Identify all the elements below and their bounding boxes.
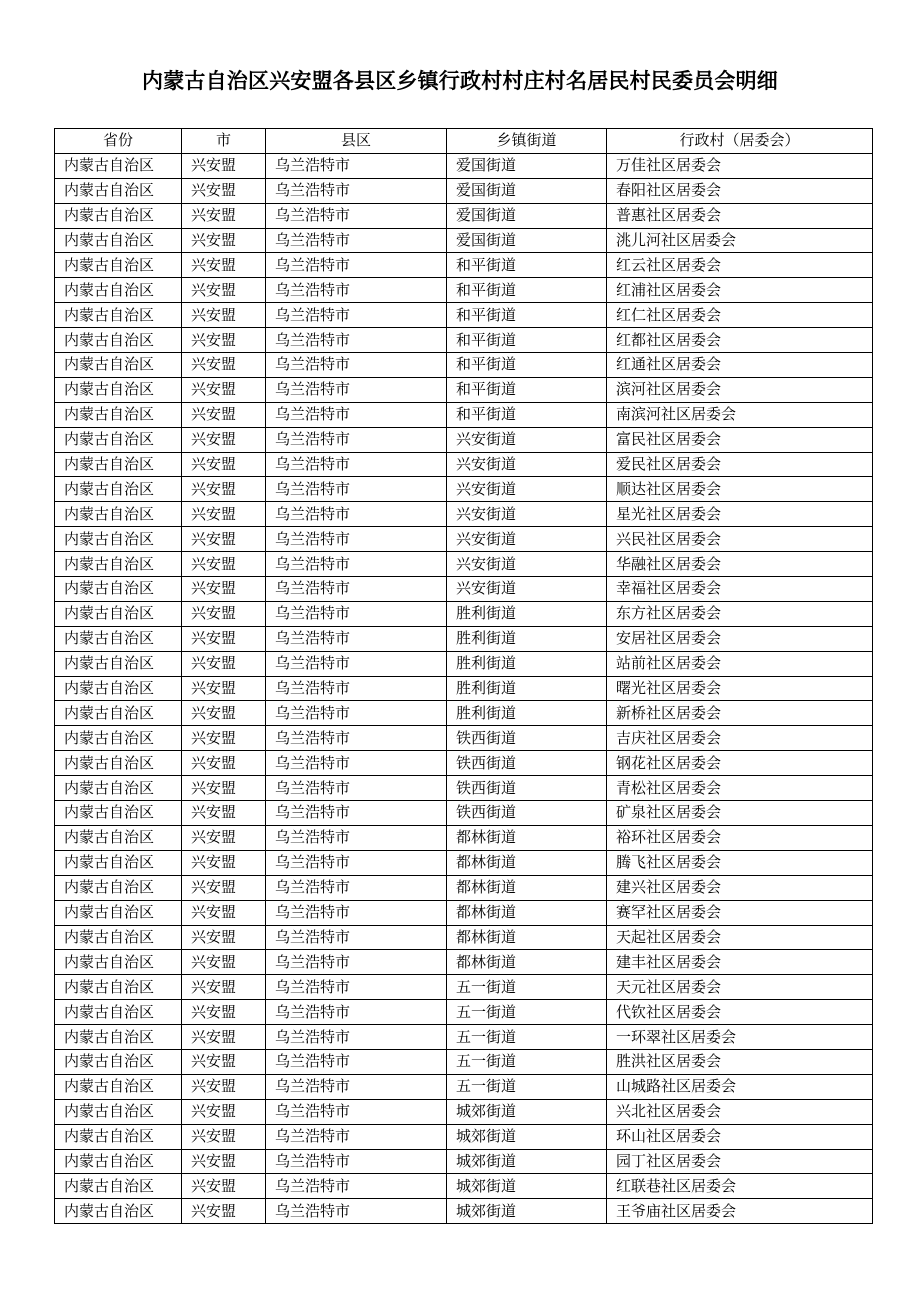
- table-header-row: [55, 129, 873, 154]
- cell-committee: 华融社区居委会: [607, 552, 873, 577]
- cell-county: 乌兰浩特市: [266, 477, 447, 502]
- cell-county: 乌兰浩特市: [266, 825, 447, 850]
- cell-county: 乌兰浩特市: [266, 328, 447, 353]
- table-row: [55, 153, 873, 178]
- cell-county: 乌兰浩特市: [266, 676, 447, 701]
- cell-county: 乌兰浩特市: [266, 228, 447, 253]
- cell-subdistrict: 和平街道: [447, 278, 607, 303]
- committee-detail-table: [54, 128, 873, 1224]
- cell-city: 兴安盟: [182, 776, 266, 801]
- cell-subdistrict: 胜利街道: [447, 651, 607, 676]
- table-row: [55, 203, 873, 228]
- cell-province: 内蒙古自治区: [55, 1000, 182, 1025]
- table-row: [55, 850, 873, 875]
- table-row: [55, 900, 873, 925]
- cell-committee: 环山社区居委会: [607, 1124, 873, 1149]
- cell-city: 兴安盟: [182, 253, 266, 278]
- cell-province: 内蒙古自治区: [55, 875, 182, 900]
- table-row: [55, 676, 873, 701]
- cell-city: 兴安盟: [182, 353, 266, 378]
- table-row: [55, 452, 873, 477]
- table-row: [55, 552, 873, 577]
- cell-city: 兴安盟: [182, 850, 266, 875]
- header-county: 县区: [266, 129, 447, 154]
- cell-subdistrict: 城郊街道: [447, 1149, 607, 1174]
- cell-subdistrict: 五一街道: [447, 1049, 607, 1074]
- cell-city: 兴安盟: [182, 1174, 266, 1199]
- cell-committee: 滨河社区居委会: [607, 377, 873, 402]
- cell-county: 乌兰浩特市: [266, 601, 447, 626]
- cell-province: 内蒙古自治区: [55, 1074, 182, 1099]
- cell-committee: 代钦社区居委会: [607, 1000, 873, 1025]
- cell-committee: 春阳社区居委会: [607, 178, 873, 203]
- table-row: [55, 1124, 873, 1149]
- cell-county: 乌兰浩特市: [266, 1000, 447, 1025]
- table-row: [55, 875, 873, 900]
- cell-province: 内蒙古自治区: [55, 1149, 182, 1174]
- cell-county: 乌兰浩特市: [266, 353, 447, 378]
- cell-county: 乌兰浩特市: [266, 1199, 447, 1224]
- cell-city: 兴安盟: [182, 1199, 266, 1224]
- cell-committee: 新桥社区居委会: [607, 701, 873, 726]
- cell-county: 乌兰浩特市: [266, 1124, 447, 1149]
- cell-subdistrict: 都林街道: [447, 950, 607, 975]
- cell-committee: 曙光社区居委会: [607, 676, 873, 701]
- cell-city: 兴安盟: [182, 701, 266, 726]
- cell-committee: 胜洪社区居委会: [607, 1049, 873, 1074]
- cell-province: 内蒙古自治区: [55, 1124, 182, 1149]
- cell-county: 乌兰浩特市: [266, 452, 447, 477]
- cell-committee: 钢花社区居委会: [607, 751, 873, 776]
- cell-city: 兴安盟: [182, 651, 266, 676]
- cell-province: 内蒙古自治区: [55, 178, 182, 203]
- cell-county: 乌兰浩特市: [266, 925, 447, 950]
- cell-committee: 红云社区居委会: [607, 253, 873, 278]
- cell-city: 兴安盟: [182, 801, 266, 826]
- cell-committee: 安居社区居委会: [607, 626, 873, 651]
- cell-committee: 普惠社区居委会: [607, 203, 873, 228]
- cell-committee: 园丁社区居委会: [607, 1149, 873, 1174]
- cell-county: 乌兰浩特市: [266, 153, 447, 178]
- cell-county: 乌兰浩特市: [266, 726, 447, 751]
- cell-committee: 东方社区居委会: [607, 601, 873, 626]
- cell-province: 内蒙古自治区: [55, 577, 182, 602]
- cell-province: 内蒙古自治区: [55, 651, 182, 676]
- cell-county: 乌兰浩特市: [266, 1174, 447, 1199]
- cell-city: 兴安盟: [182, 527, 266, 552]
- cell-province: 内蒙古自治区: [55, 552, 182, 577]
- cell-subdistrict: 和平街道: [447, 328, 607, 353]
- cell-province: 内蒙古自治区: [55, 502, 182, 527]
- cell-committee: 王爷庙社区居委会: [607, 1199, 873, 1224]
- cell-subdistrict: 爱国街道: [447, 178, 607, 203]
- cell-county: 乌兰浩特市: [266, 303, 447, 328]
- cell-subdistrict: 爱国街道: [447, 203, 607, 228]
- cell-province: 内蒙古自治区: [55, 1049, 182, 1074]
- cell-committee: 幸福社区居委会: [607, 577, 873, 602]
- cell-subdistrict: 五一街道: [447, 1025, 607, 1050]
- cell-subdistrict: 城郊街道: [447, 1199, 607, 1224]
- table-row: [55, 278, 873, 303]
- cell-province: 内蒙古自治区: [55, 402, 182, 427]
- table-row: [55, 751, 873, 776]
- cell-committee: 红通社区居委会: [607, 353, 873, 378]
- cell-city: 兴安盟: [182, 1000, 266, 1025]
- cell-subdistrict: 铁西街道: [447, 801, 607, 826]
- cell-province: 内蒙古自治区: [55, 303, 182, 328]
- cell-city: 兴安盟: [182, 925, 266, 950]
- cell-committee: 红都社区居委会: [607, 328, 873, 353]
- cell-city: 兴安盟: [182, 328, 266, 353]
- cell-committee: 裕环社区居委会: [607, 825, 873, 850]
- cell-county: 乌兰浩特市: [266, 701, 447, 726]
- cell-subdistrict: 和平街道: [447, 377, 607, 402]
- cell-city: 兴安盟: [182, 751, 266, 776]
- cell-city: 兴安盟: [182, 178, 266, 203]
- cell-county: 乌兰浩特市: [266, 552, 447, 577]
- cell-committee: 星光社区居委会: [607, 502, 873, 527]
- cell-committee: 南滨河社区居委会: [607, 402, 873, 427]
- cell-province: 内蒙古自治区: [55, 850, 182, 875]
- cell-subdistrict: 兴安街道: [447, 427, 607, 452]
- cell-subdistrict: 和平街道: [447, 402, 607, 427]
- table-row: [55, 1099, 873, 1124]
- table-row: [55, 726, 873, 751]
- cell-subdistrict: 爱国街道: [447, 228, 607, 253]
- cell-county: 乌兰浩特市: [266, 527, 447, 552]
- cell-county: 乌兰浩特市: [266, 402, 447, 427]
- cell-city: 兴安盟: [182, 825, 266, 850]
- cell-city: 兴安盟: [182, 477, 266, 502]
- cell-committee: 红仁社区居委会: [607, 303, 873, 328]
- cell-province: 内蒙古自治区: [55, 228, 182, 253]
- table-row: [55, 825, 873, 850]
- table-row: [55, 253, 873, 278]
- cell-province: 内蒙古自治区: [55, 278, 182, 303]
- cell-subdistrict: 和平街道: [447, 303, 607, 328]
- cell-county: 乌兰浩特市: [266, 850, 447, 875]
- table-row: [55, 651, 873, 676]
- cell-committee: 腾飞社区居委会: [607, 850, 873, 875]
- cell-province: 内蒙古自治区: [55, 801, 182, 826]
- table-row: [55, 1074, 873, 1099]
- table-row: [55, 228, 873, 253]
- cell-subdistrict: 五一街道: [447, 975, 607, 1000]
- cell-city: 兴安盟: [182, 1025, 266, 1050]
- cell-subdistrict: 兴安街道: [447, 452, 607, 477]
- cell-province: 内蒙古自治区: [55, 900, 182, 925]
- cell-city: 兴安盟: [182, 153, 266, 178]
- cell-committee: 红联巷社区居委会: [607, 1174, 873, 1199]
- cell-committee: 红浦社区居委会: [607, 278, 873, 303]
- header-subdistrict: 乡镇街道: [447, 129, 607, 154]
- cell-county: 乌兰浩特市: [266, 178, 447, 203]
- table-row: [55, 975, 873, 1000]
- cell-city: 兴安盟: [182, 203, 266, 228]
- table-row: [55, 801, 873, 826]
- table-row: [55, 1149, 873, 1174]
- cell-city: 兴安盟: [182, 1074, 266, 1099]
- cell-committee: 爱民社区居委会: [607, 452, 873, 477]
- table-row: [55, 402, 873, 427]
- cell-committee: 青松社区居委会: [607, 776, 873, 801]
- cell-county: 乌兰浩特市: [266, 253, 447, 278]
- table-row: [55, 328, 873, 353]
- cell-subdistrict: 胜利街道: [447, 676, 607, 701]
- cell-province: 内蒙古自治区: [55, 427, 182, 452]
- table-row: [55, 377, 873, 402]
- cell-subdistrict: 铁西街道: [447, 776, 607, 801]
- cell-city: 兴安盟: [182, 1049, 266, 1074]
- cell-subdistrict: 和平街道: [447, 253, 607, 278]
- cell-county: 乌兰浩特市: [266, 1025, 447, 1050]
- table-row: [55, 1049, 873, 1074]
- cell-committee: 洮儿河社区居委会: [607, 228, 873, 253]
- cell-city: 兴安盟: [182, 875, 266, 900]
- table-row: [55, 925, 873, 950]
- cell-subdistrict: 都林街道: [447, 875, 607, 900]
- cell-committee: 天起社区居委会: [607, 925, 873, 950]
- cell-subdistrict: 都林街道: [447, 900, 607, 925]
- table-row: [55, 303, 873, 328]
- cell-subdistrict: 五一街道: [447, 1000, 607, 1025]
- cell-committee: 建丰社区居委会: [607, 950, 873, 975]
- cell-committee: 万佳社区居委会: [607, 153, 873, 178]
- cell-province: 内蒙古自治区: [55, 676, 182, 701]
- cell-province: 内蒙古自治区: [55, 925, 182, 950]
- cell-subdistrict: 城郊街道: [447, 1099, 607, 1124]
- cell-city: 兴安盟: [182, 402, 266, 427]
- cell-city: 兴安盟: [182, 377, 266, 402]
- cell-subdistrict: 胜利街道: [447, 701, 607, 726]
- cell-committee: 矿泉社区居委会: [607, 801, 873, 826]
- cell-city: 兴安盟: [182, 1149, 266, 1174]
- cell-county: 乌兰浩特市: [266, 1049, 447, 1074]
- cell-county: 乌兰浩特市: [266, 1149, 447, 1174]
- cell-subdistrict: 铁西街道: [447, 751, 607, 776]
- cell-committee: 富民社区居委会: [607, 427, 873, 452]
- cell-province: 内蒙古自治区: [55, 975, 182, 1000]
- cell-county: 乌兰浩特市: [266, 950, 447, 975]
- cell-county: 乌兰浩特市: [266, 776, 447, 801]
- cell-subdistrict: 都林街道: [447, 850, 607, 875]
- header-committee: 行政村（居委会）: [607, 129, 873, 154]
- cell-city: 兴安盟: [182, 552, 266, 577]
- cell-city: 兴安盟: [182, 626, 266, 651]
- cell-province: 内蒙古自治区: [55, 1025, 182, 1050]
- table-row: [55, 502, 873, 527]
- table-row: [55, 1000, 873, 1025]
- cell-county: 乌兰浩特市: [266, 900, 447, 925]
- cell-city: 兴安盟: [182, 1124, 266, 1149]
- cell-subdistrict: 都林街道: [447, 825, 607, 850]
- cell-city: 兴安盟: [182, 278, 266, 303]
- table-row: [55, 1174, 873, 1199]
- cell-province: 内蒙古自治区: [55, 527, 182, 552]
- table-row: [55, 427, 873, 452]
- cell-county: 乌兰浩特市: [266, 427, 447, 452]
- header-city: 市: [182, 129, 266, 154]
- cell-subdistrict: 兴安街道: [447, 577, 607, 602]
- cell-subdistrict: 都林街道: [447, 925, 607, 950]
- table-row: [55, 353, 873, 378]
- cell-county: 乌兰浩特市: [266, 278, 447, 303]
- cell-province: 内蒙古自治区: [55, 377, 182, 402]
- cell-committee: 山城路社区居委会: [607, 1074, 873, 1099]
- cell-county: 乌兰浩特市: [266, 626, 447, 651]
- cell-province: 内蒙古自治区: [55, 950, 182, 975]
- cell-committee: 站前社区居委会: [607, 651, 873, 676]
- cell-county: 乌兰浩特市: [266, 875, 447, 900]
- cell-committee: 兴民社区居委会: [607, 527, 873, 552]
- cell-city: 兴安盟: [182, 975, 266, 1000]
- cell-county: 乌兰浩特市: [266, 751, 447, 776]
- cell-subdistrict: 五一街道: [447, 1074, 607, 1099]
- cell-city: 兴安盟: [182, 577, 266, 602]
- cell-county: 乌兰浩特市: [266, 801, 447, 826]
- cell-subdistrict: 爱国街道: [447, 153, 607, 178]
- cell-province: 内蒙古自治区: [55, 825, 182, 850]
- cell-province: 内蒙古自治区: [55, 1199, 182, 1224]
- cell-province: 内蒙古自治区: [55, 601, 182, 626]
- cell-subdistrict: 兴安街道: [447, 477, 607, 502]
- cell-committee: 赛罕社区居委会: [607, 900, 873, 925]
- table-row: [55, 1025, 873, 1050]
- cell-county: 乌兰浩特市: [266, 502, 447, 527]
- table-row: [55, 950, 873, 975]
- cell-county: 乌兰浩特市: [266, 975, 447, 1000]
- cell-province: 内蒙古自治区: [55, 751, 182, 776]
- cell-province: 内蒙古自治区: [55, 328, 182, 353]
- table-row: [55, 626, 873, 651]
- cell-subdistrict: 铁西街道: [447, 726, 607, 751]
- cell-province: 内蒙古自治区: [55, 726, 182, 751]
- table-row: [55, 601, 873, 626]
- cell-city: 兴安盟: [182, 601, 266, 626]
- table-row: [55, 701, 873, 726]
- cell-city: 兴安盟: [182, 228, 266, 253]
- cell-province: 内蒙古自治区: [55, 1099, 182, 1124]
- table-row: [55, 527, 873, 552]
- table-row: [55, 1199, 873, 1224]
- cell-province: 内蒙古自治区: [55, 452, 182, 477]
- table-row: [55, 776, 873, 801]
- cell-province: 内蒙古自治区: [55, 776, 182, 801]
- cell-county: 乌兰浩特市: [266, 1099, 447, 1124]
- cell-subdistrict: 兴安街道: [447, 502, 607, 527]
- header-province: 省份: [55, 129, 182, 154]
- cell-subdistrict: 兴安街道: [447, 527, 607, 552]
- cell-province: 内蒙古自治区: [55, 203, 182, 228]
- table-row: [55, 577, 873, 602]
- cell-city: 兴安盟: [182, 900, 266, 925]
- cell-county: 乌兰浩特市: [266, 377, 447, 402]
- cell-committee: 顺达社区居委会: [607, 477, 873, 502]
- table-row: [55, 477, 873, 502]
- table-body: [55, 153, 873, 1223]
- cell-province: 内蒙古自治区: [55, 701, 182, 726]
- cell-county: 乌兰浩特市: [266, 651, 447, 676]
- cell-city: 兴安盟: [182, 502, 266, 527]
- cell-city: 兴安盟: [182, 427, 266, 452]
- cell-city: 兴安盟: [182, 676, 266, 701]
- table-row: [55, 178, 873, 203]
- cell-county: 乌兰浩特市: [266, 577, 447, 602]
- cell-subdistrict: 和平街道: [447, 353, 607, 378]
- cell-city: 兴安盟: [182, 1099, 266, 1124]
- cell-province: 内蒙古自治区: [55, 253, 182, 278]
- cell-subdistrict: 城郊街道: [447, 1124, 607, 1149]
- cell-province: 内蒙古自治区: [55, 626, 182, 651]
- cell-subdistrict: 胜利街道: [447, 626, 607, 651]
- cell-province: 内蒙古自治区: [55, 153, 182, 178]
- cell-committee: 一环翠社区居委会: [607, 1025, 873, 1050]
- cell-subdistrict: 胜利街道: [447, 601, 607, 626]
- document-title: 内蒙古自治区兴安盟各县区乡镇行政村村庄村名居民村民委员会明细: [142, 69, 778, 93]
- cell-committee: 建兴社区居委会: [607, 875, 873, 900]
- cell-committee: 兴北社区居委会: [607, 1099, 873, 1124]
- cell-subdistrict: 兴安街道: [447, 552, 607, 577]
- cell-committee: 吉庆社区居委会: [607, 726, 873, 751]
- cell-province: 内蒙古自治区: [55, 477, 182, 502]
- cell-city: 兴安盟: [182, 303, 266, 328]
- cell-city: 兴安盟: [182, 726, 266, 751]
- cell-province: 内蒙古自治区: [55, 1174, 182, 1199]
- cell-subdistrict: 城郊街道: [447, 1174, 607, 1199]
- cell-city: 兴安盟: [182, 452, 266, 477]
- cell-committee: 天元社区居委会: [607, 975, 873, 1000]
- cell-county: 乌兰浩特市: [266, 203, 447, 228]
- cell-city: 兴安盟: [182, 950, 266, 975]
- cell-province: 内蒙古自治区: [55, 353, 182, 378]
- cell-county: 乌兰浩特市: [266, 1074, 447, 1099]
